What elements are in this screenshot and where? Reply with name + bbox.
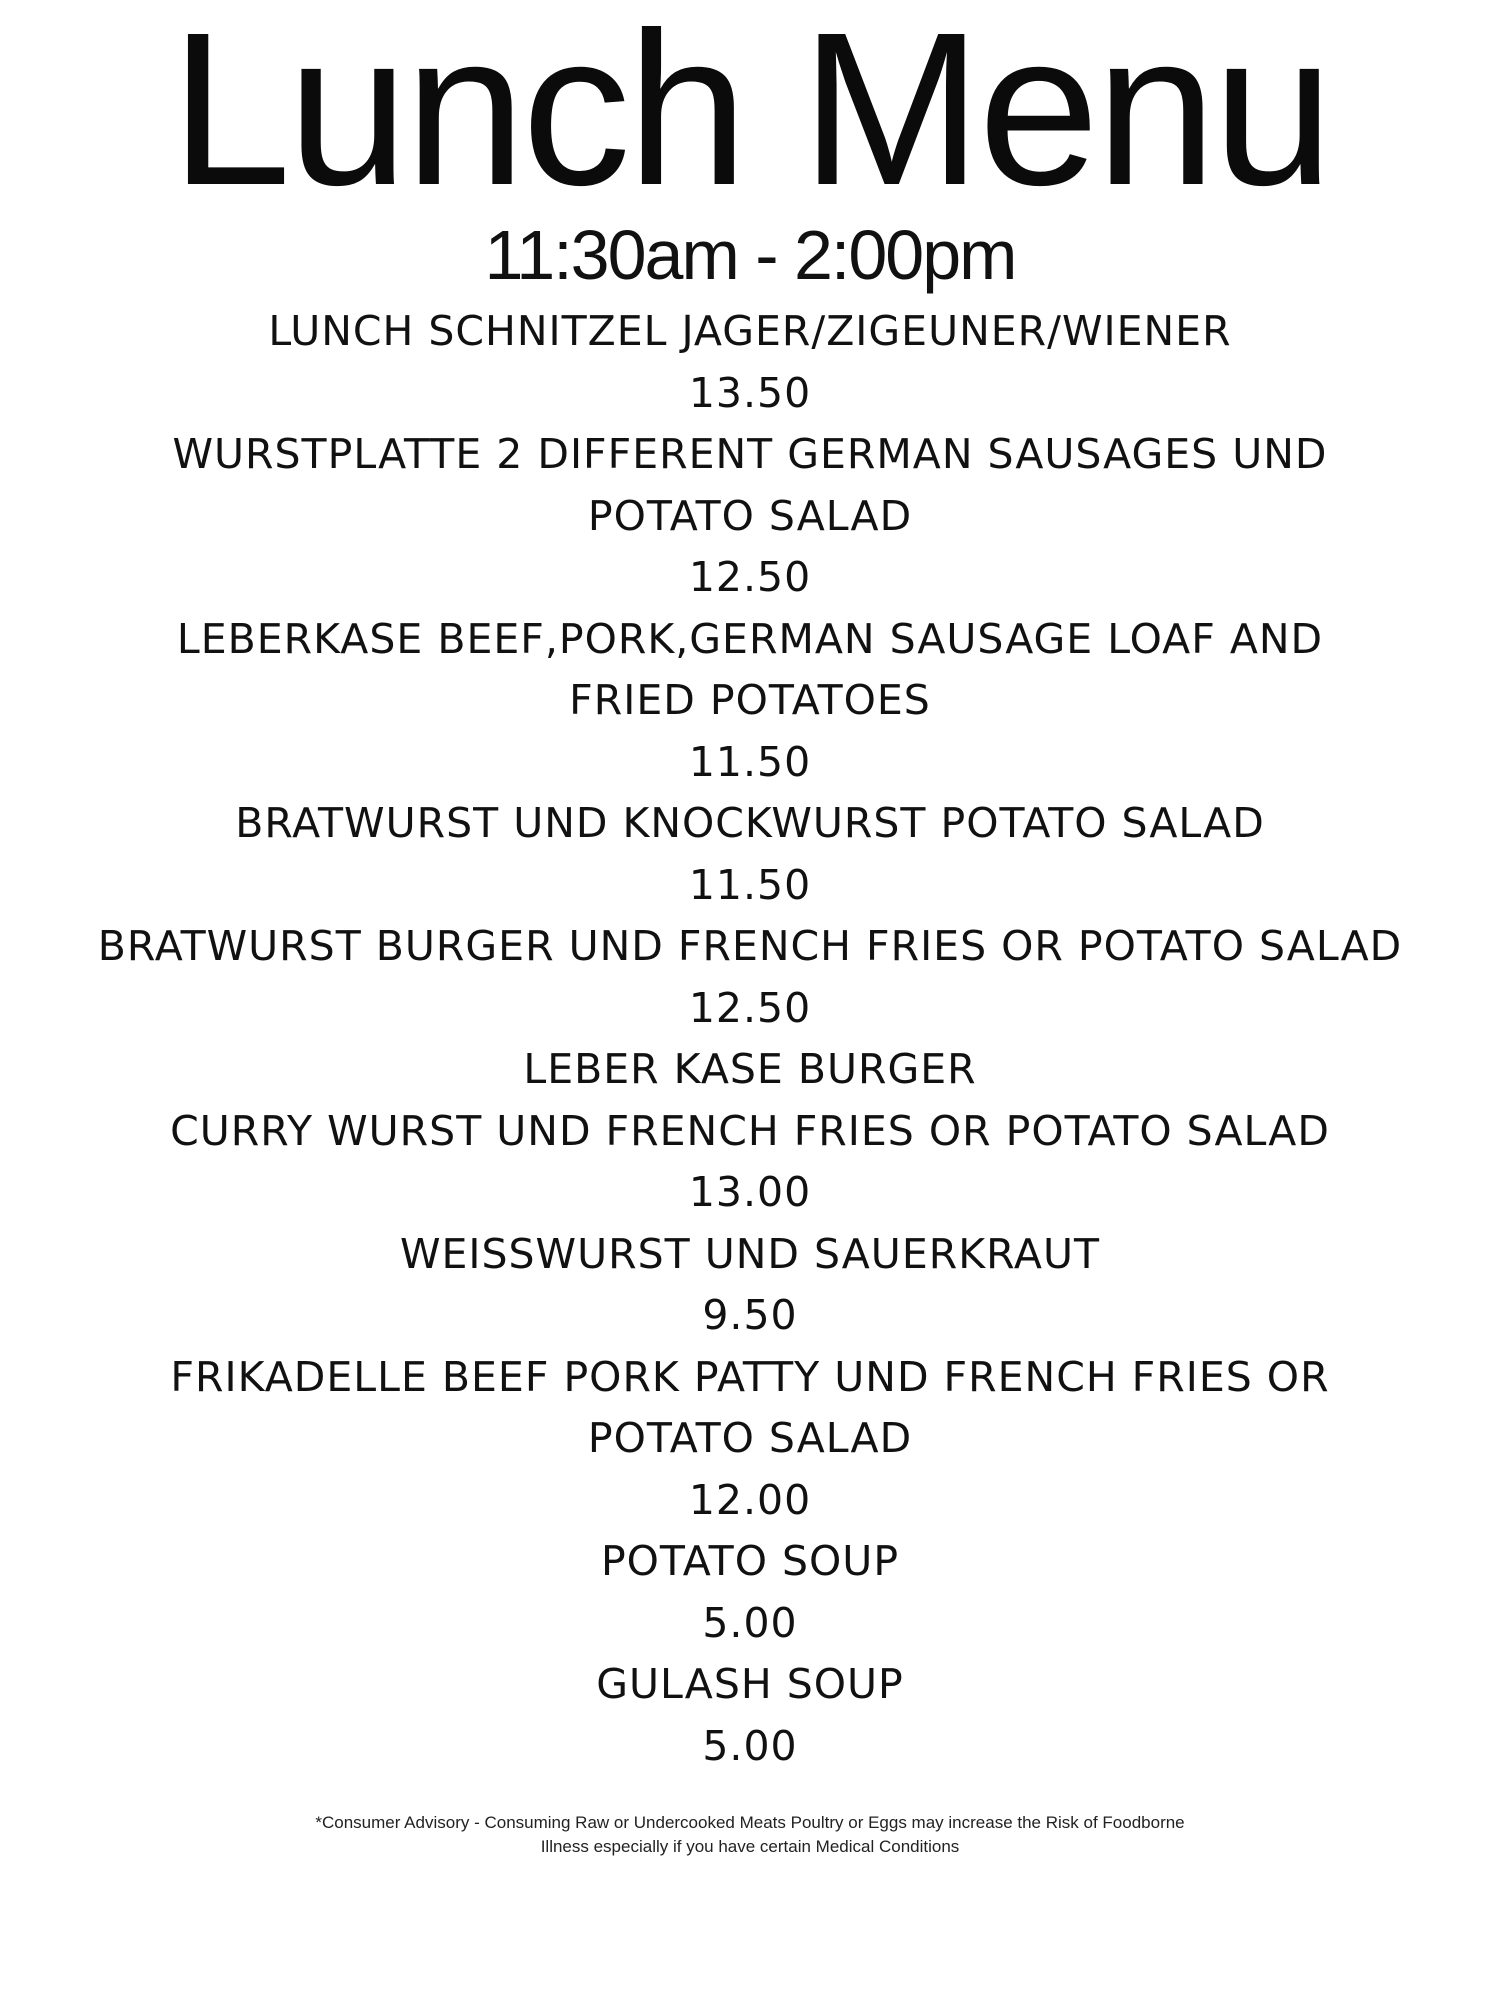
menu-item-price: 11.50 — [688, 737, 812, 786]
menu-item — [40, 1654, 1460, 1777]
menu-item — [40, 1224, 1460, 1347]
menu-item-price: 11.50 — [688, 860, 812, 909]
menu-item-name: GULASH SOUP — [596, 1660, 904, 1708]
menu-item — [40, 1531, 1460, 1654]
menu-item — [40, 1039, 1460, 1101]
menu-item-name: LEBER KASE BURGER — [523, 1045, 977, 1093]
lunch-hours: 11:30am - 2:00pm — [484, 216, 1016, 294]
menu-item — [40, 916, 1460, 1039]
menu-item-price: 12.00 — [688, 1475, 812, 1524]
menu-item-price: 12.50 — [688, 553, 812, 601]
menu-item-price: 12.50 — [688, 983, 812, 1032]
menu-item-name: BRATWURST UND KNOCKWURST POTATO SALAD — [235, 799, 1265, 847]
menu-item-price: 13.50 — [688, 368, 812, 417]
menu-item-price: 5.00 — [702, 1721, 798, 1770]
menu-item-price: 9.50 — [702, 1291, 798, 1339]
consumer-advisory: *Consumer Advisory - Consuming Raw or Undercooked Meats Poultry or Eggs may increase the Risk of Foodborne Illness especially if you have certain Medical Conditions — [315, 1813, 1185, 1856]
menu-item-name: FRIKADELLE BEEF PORK PATTY UND FRENCH FRIES OR POTATO SALAD — [170, 1352, 1330, 1462]
menu-item-name: LEBERKASE BEEF,PORK,GERMAN SAUSAGE LOAF AND FRIED POTATOES — [176, 614, 1324, 724]
menu-item-name: CURRY WURST UND FRENCH FRIES OR POTATO SALAD — [170, 1106, 1330, 1155]
menu-item-name: LUNCH SCHNITZEL JAGER/ZIGEUNER/WIENER — [268, 307, 1232, 355]
menu-item-price: 13.00 — [688, 1168, 812, 1216]
menu-item-name: WEISSWURST UND SAUERKRAUT — [399, 1229, 1101, 1278]
menu-item — [40, 1347, 1460, 1532]
menu-item-name: BRATWURST BURGER UND FRENCH FRIES OR POTATO SALAD — [97, 922, 1403, 970]
menu-item — [40, 301, 1460, 424]
menu-item-name: WURSTPLATTE 2 DIFFERENT GERMAN SAUSAGES UND POTATO SALAD — [172, 430, 1328, 540]
menu-item-price: 5.00 — [702, 1598, 798, 1647]
menu-item — [40, 609, 1460, 794]
menu-item-name: POTATO SOUP — [600, 1537, 900, 1585]
menu-item — [40, 424, 1460, 609]
menu-item — [40, 793, 1460, 916]
menu-title: Lunch Menu — [170, 0, 1330, 231]
menu-item — [40, 1101, 1460, 1224]
menu-items-list — [40, 301, 1460, 1777]
